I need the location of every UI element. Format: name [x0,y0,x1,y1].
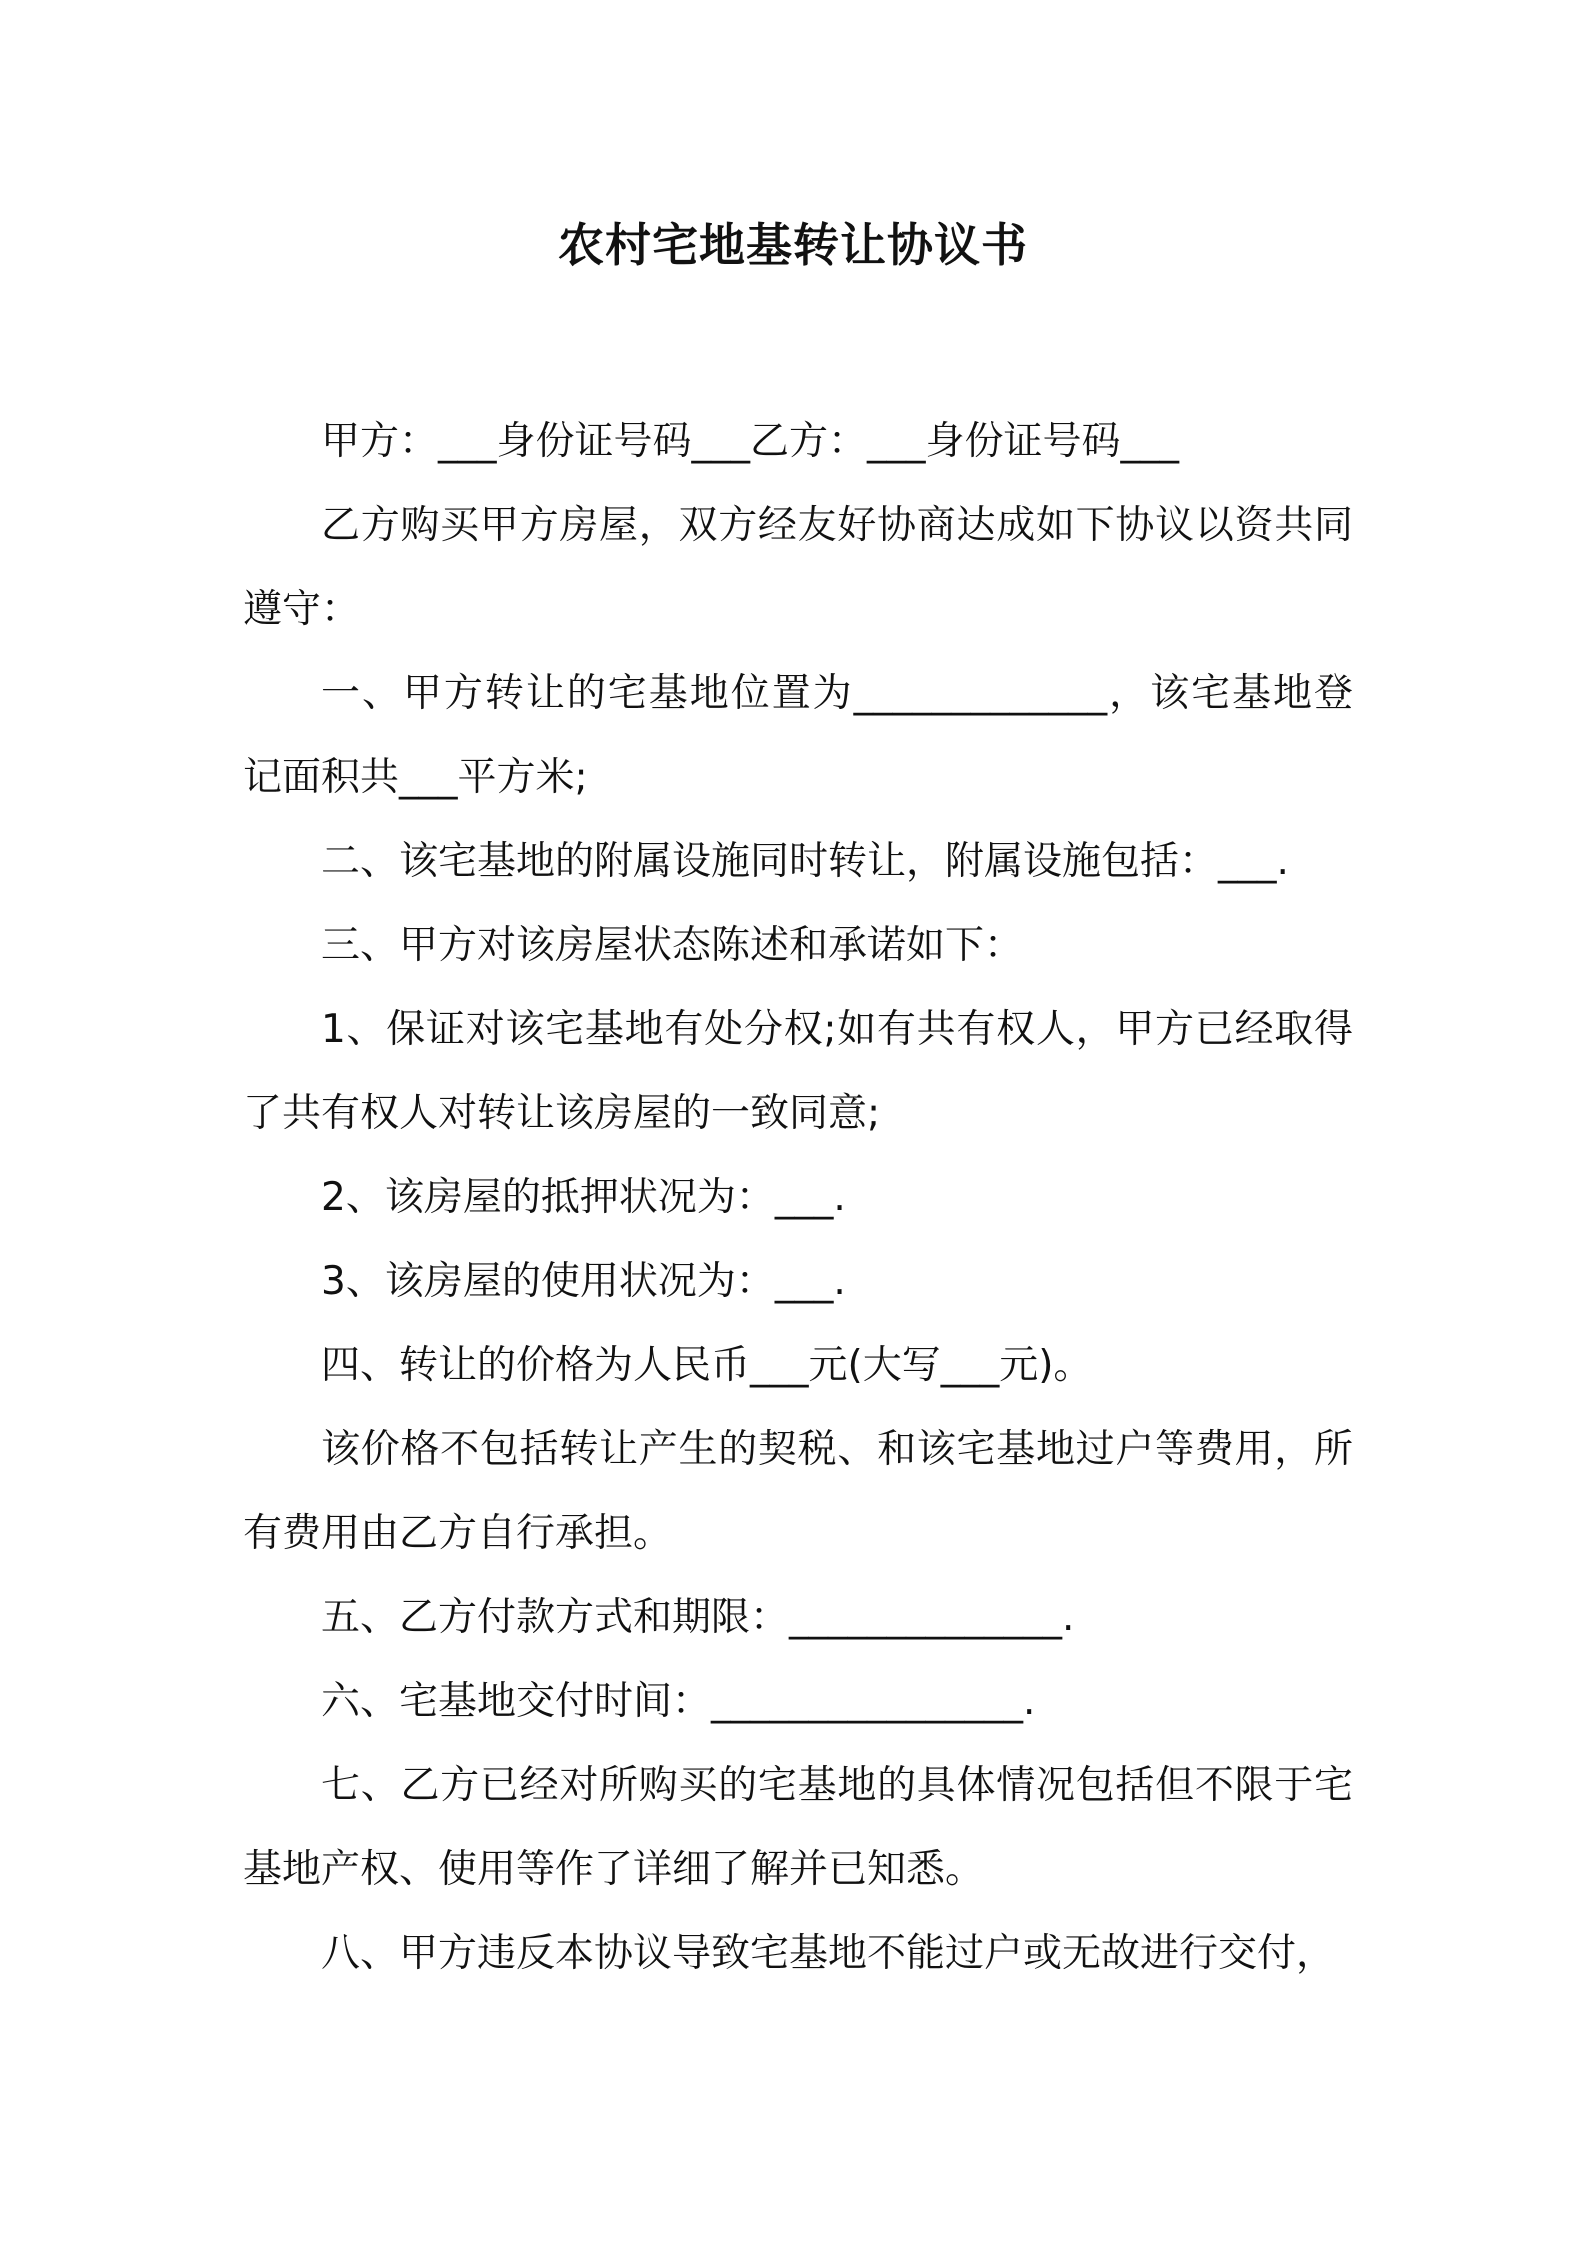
clause-3-statement: 三、甲方对该房屋状态陈述和承诺如下： [321,923,1024,968]
clause-3-item-3: 3、该房屋的使用状况为：___. [321,1259,846,1304]
clause-8-breach: 八、甲方违反本协议导致宅基地不能过户或无故进行交付， [321,1931,1336,1976]
clause-3-item-2: 2、该房屋的抵押状况为：___. [321,1175,846,1220]
parties-line: 甲方：___身份证号码___乙方：___身份证号码___ [321,419,1180,464]
clause-6-delivery: 六、宅基地交付时间：________________. [321,1679,1036,1724]
preamble-paragraph: 乙方购买甲方房屋，双方经友好协商达成如下协议以资共同遵守： [243,503,1353,632]
clause-4-price: 四、转让的价格为人民币___元(大写___元)。 [321,1343,1093,1388]
clause-7-acknowledgement: 七、乙方已经对所购买的宅基地的具体情况包括但不限于宅基地产权、使用等作了详细了解并已知悉。 [243,1763,1353,1892]
clause-5-payment: 五、乙方付款方式和期限：______________. [321,1595,1075,1640]
clause-3-item-1: 1、保证对该宅基地有处分权;如有共有权人，甲方已经取得了共有权人对转让该房屋的一致同意; [243,1007,1353,1136]
clause-4-fees: 该价格不包括转让产生的契税、和该宅基地过户等费用，所有费用由乙方自行承担。 [243,1427,1353,1556]
document-title: 农村宅地基转让协议书 [558,218,1028,272]
clause-2-facilities: 二、该宅基地的附属设施同时转让，附属设施包括：___. [321,839,1289,884]
document-body [243,400,1353,1996]
clause-1-location: 一、甲方转让的宅基地位置为_____________，该宅基地登记面积共___平方米; [243,671,1353,800]
